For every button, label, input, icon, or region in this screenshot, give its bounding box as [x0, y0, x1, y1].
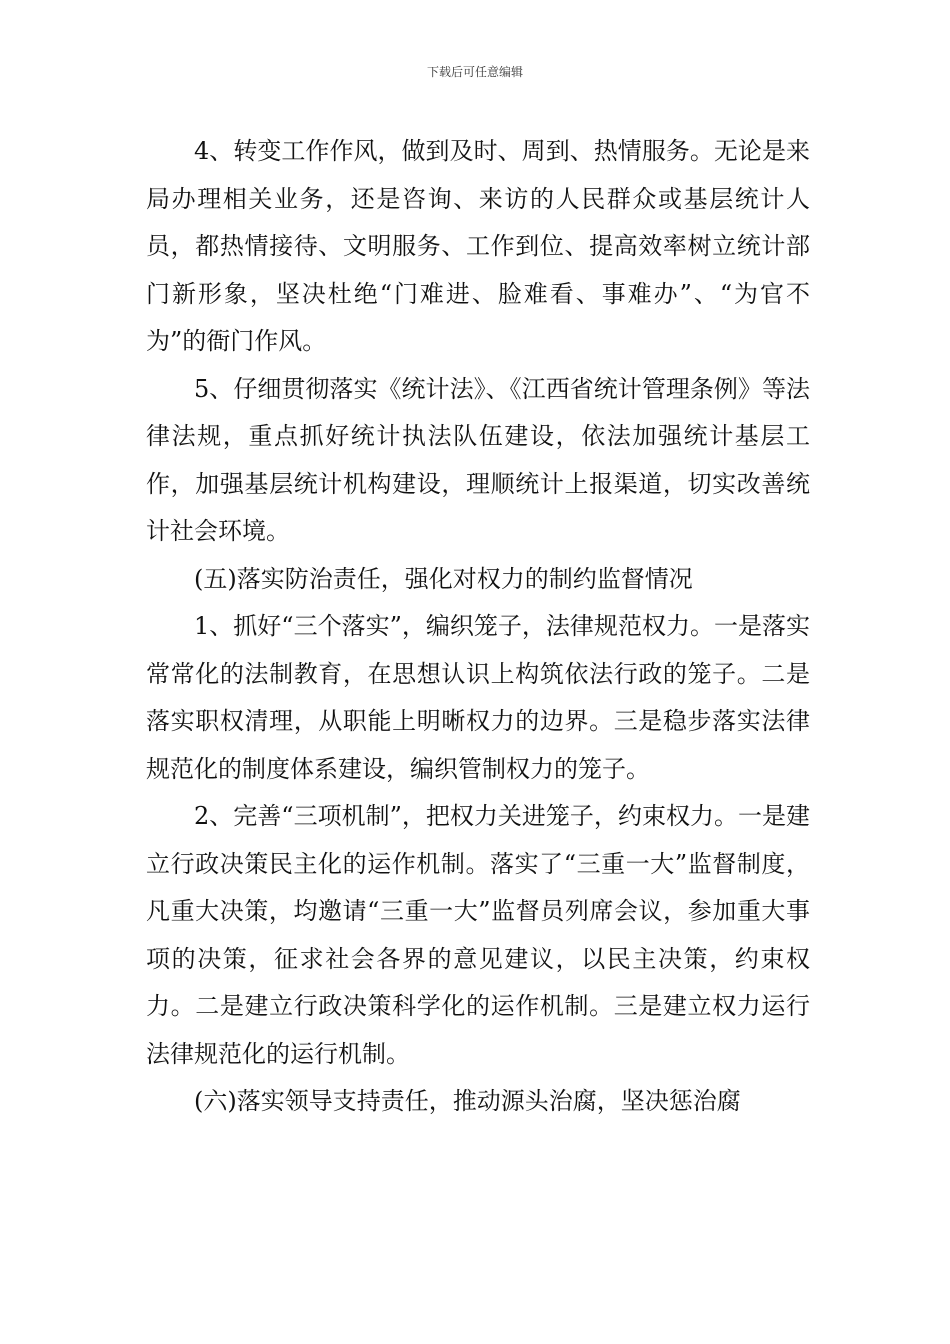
- document-body: [146, 128, 810, 1126]
- paragraph-item-4: 4、转变工作作风，做到及时、周到、热情服务。无论是来局办理相关业务，还是咨询、来访的人民群众或基层统计人员，都热情接待、文明服务、工作到位、提高效率树立统计部门新形象，坚决杜绝“门难进、脸难看、事难办”、“为官不为”的衙门作风。: [146, 137, 810, 355]
- paragraph-item-5: 5、仔细贯彻落实《统计法》、《江西省统计管理条例》等法律法规，重点抓好统计执法队伍建设，依法加强统计基层工作，加强基层统计机构建设，理顺统计上报渠道，切实改善统计社会环境。: [146, 374, 810, 545]
- section-heading-5: (五)落实防治责任，强化对权力的制约监督情况: [194, 564, 693, 593]
- section-heading-6: (六)落实领导支持责任，推动源头治腐，坚决惩治腐: [194, 1087, 741, 1115]
- paragraph-item-2: 2、完善“三项机制”，把权力关进笼子，约束权力。一是建立行政决策民主化的运作机制。落实了“三重一大”监督制度，凡重大决策，均邀请“三重一大”监督员列席会议，参加重大事项的决策，征求社会各界的意见建议，以民主决策，约束权力。二是建立行政决策科学化的运作机制。三是建立权力运行法律规范化的运行机制。: [146, 802, 810, 1068]
- header-note: 下载后可任意编辑: [426, 65, 523, 79]
- paragraph-item-1: 1、抓好“三个落实”，编织笼子，法律规范权力。一是落实常常化的法制教育，在思想认识上构筑依法行政的笼子。二是落实职权清理，从职能上明晰权力的边界。三是稳步落实法律规范化的制度体系建设，编织管制权力的笼子。: [146, 612, 810, 783]
